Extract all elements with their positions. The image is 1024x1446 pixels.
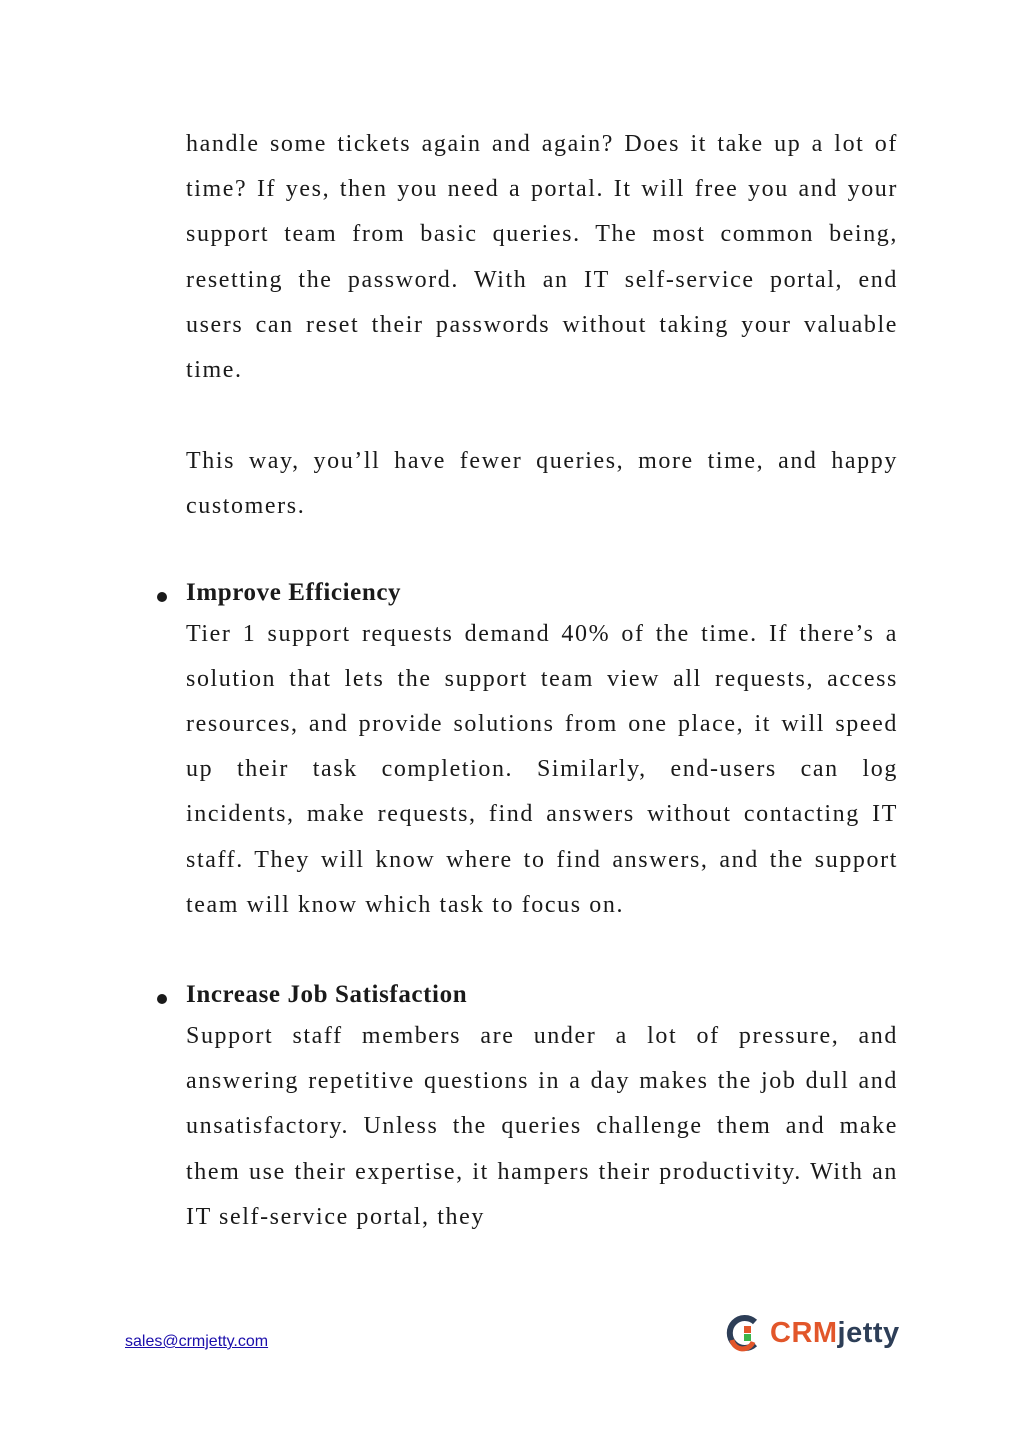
crmjetty-logo	[722, 1312, 900, 1354]
section-body: Tier 1 support requests demand 40% of the time. If there’s a solution that lets the support team view all requests, access resources, and provide solutions from one place, it will speed up their task completion. Similarly, end-users can log incidents, make requests, find answers without contacting IT staff. They will know where to find answers, and the support team will know which task to focus on.	[186, 620, 898, 918]
page-content	[186, 122, 898, 1240]
intro-paragraph-1: handle some tickets again and again? Does it take up a lot of time? If yes, then you need a portal. It will free you and your support team from basic queries. The most common being, resetting the password. With an IT self-service portal, end users can reset their passwords without taking your valuable time.	[186, 131, 898, 384]
section-body: Support staff members are under a lot of pressure, and answering repetitive questions in a day makes the job dull and unsatisfactory. Unless the queries challenge them and make them use their expertise, it hampers their productivity. With an IT self-service portal, they	[186, 1023, 898, 1230]
email-link[interactable]: sales@crmjetty.com	[125, 1333, 269, 1350]
intro-paragraph-2: This way, you’ll have fewer queries, more time, and happy customers.	[186, 448, 898, 520]
section-increase-job-satisfaction	[186, 980, 898, 1240]
section-improve-efficiency	[186, 578, 898, 928]
crmjetty-c-logo-icon	[722, 1313, 762, 1353]
bullet-dot-icon	[157, 994, 167, 1004]
logo-text-crm: CRM	[770, 1316, 838, 1349]
logo-wordmark	[770, 1316, 900, 1349]
logo-text-jetty: jetty	[837, 1316, 900, 1349]
section-heading: Increase Job Satisfaction	[186, 981, 468, 1009]
bullet-dot-icon	[157, 592, 167, 602]
section-heading: Improve Efficiency	[186, 578, 402, 606]
